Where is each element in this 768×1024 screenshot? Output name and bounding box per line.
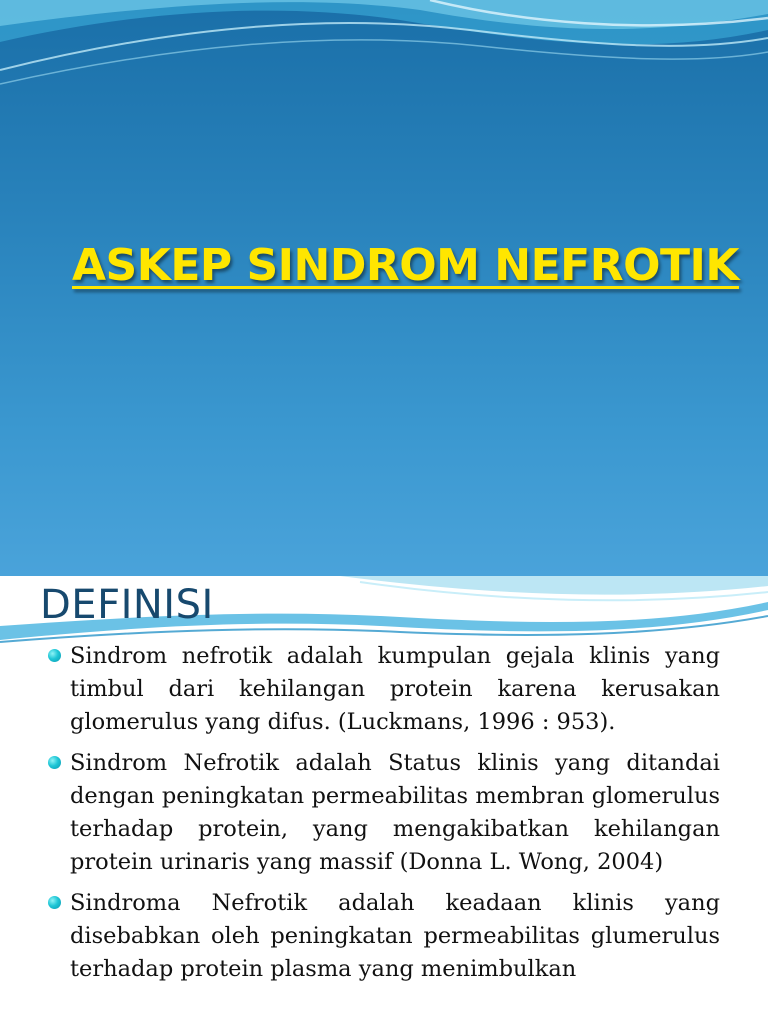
list-item: [48, 887, 720, 986]
list-item: [48, 640, 720, 739]
definition-slide: [0, 576, 768, 1024]
wave-decoration: [0, 0, 768, 110]
bullet-text: Sindrom Nefrotik adalah Status klinis yang ditandai dengan peningkatan permeabilitas membran glomerulus terhadap protein, yang mengakibatkan kehilangan protein urinaris yang massif (Donna L. Wong, 2004): [70, 750, 720, 875]
bullet-dot-icon: [48, 756, 61, 769]
bullet-text: Sindrom nefrotik adalah kumpulan gejala klinis yang timbul dari kehilangan protein karena kerusakan glomerulus yang difus. (Luckmans, 1996 : 953).: [70, 643, 720, 735]
bullet-dot-icon: [48, 896, 61, 909]
slide-title: ASKEP SINDROM NEFROTIK: [72, 240, 739, 291]
bullet-dot-icon: [48, 649, 61, 662]
section-heading: DEFINISI: [40, 582, 214, 628]
definition-list: [48, 640, 720, 994]
bullet-text: Sindroma Nefrotik adalah keadaan klinis yang disebabkan oleh peningkatan permeabilitas glumerulus terhadap protein plasma yang menimbulkan: [70, 890, 720, 982]
list-item: [48, 747, 720, 879]
